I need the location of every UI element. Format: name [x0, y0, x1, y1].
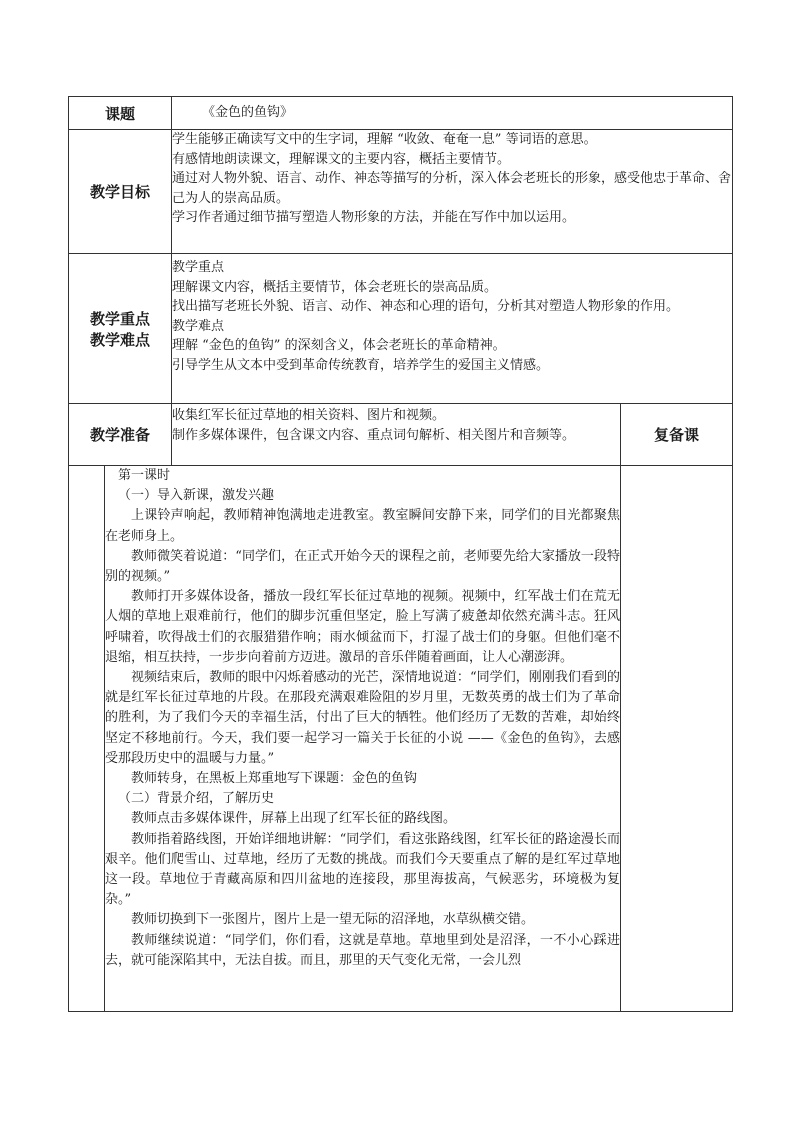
lesson-content: [105, 466, 621, 1012]
title-value: 《金色的鱼钩》: [172, 97, 733, 130]
key-label-2: 教学难点: [90, 330, 151, 349]
key-point-item: 教学重点: [172, 260, 225, 275]
prep-row: [69, 404, 733, 466]
lesson-paragraph: 教师切换到下一张图片，图片上是一望无际的沼泽地，水草纵横交错。: [131, 912, 535, 928]
key-point-item: 理解课文内容，概括主要情节，体会老班长的崇高品质。: [172, 279, 498, 295]
lesson-paragraph: 教师继续说道：“同学们，你们看，这就是草地。草地里到处是沼泽，一不小心踩进去，就可能深陷其中，无法自拔。而且，那里的天气变化无常，一会儿烈: [105, 932, 621, 968]
lesson-paragraph: 教师转身，在黑板上郑重地写下课题：金色的鱼钩: [131, 771, 418, 787]
prep-label: 教学准备: [69, 404, 172, 466]
key-label-1: 教学重点: [90, 309, 151, 328]
prep-item: 收集红军长征过草地的相关资料、图片和视频。: [172, 408, 446, 423]
lesson-paragraph: 教师微笑着说道：“同学们，在正式开始今天的课程之前，老师要先给大家播放一段特别的视频。”: [105, 548, 621, 585]
key-point-item: 教学难点: [172, 318, 225, 334]
review-notes-cell: [621, 466, 733, 1012]
lesson-plan-table: [68, 96, 733, 1012]
lesson-heading: （二）背景介绍，了解历史: [118, 791, 275, 807]
lesson-margin-cell: [69, 466, 105, 1012]
key-point-item: 引导学生从文本中受到革命传统教育，培养学生的爱国主义情感。: [172, 357, 550, 373]
goal-item: 学生能够正确读写文中的生字词，理解 “收敛、奄奄一息” 等词语的意思。: [172, 132, 597, 147]
title-row: [69, 97, 733, 130]
lesson-heading: （一）导入新课，激发兴趣: [118, 488, 275, 504]
title-label: 课题: [69, 97, 172, 130]
goal-item: 有感情地朗读课文，理解课文的主要内容，概括主要情节。: [172, 151, 511, 167]
goals-content: [172, 130, 733, 254]
lesson-paragraph: 上课铃声响起，教师精神饱满地走进教室。教室瞬间安静下来，同学们的目光都聚焦在老师身上。: [105, 508, 621, 544]
goals-label: 教学目标: [69, 130, 172, 254]
key-point-item: 找出描写老班长外貌、语言、动作、神态和心理的语句，分析其对塑造人物形象的作用。: [172, 299, 680, 314]
key-points-row: [69, 254, 733, 404]
prep-content: [172, 404, 621, 466]
lesson-paragraph: 教师指着路线图，开始详细地讲解：“同学们，看这张路线图，红军长征的路途漫长而艰辛。他们爬雪山、过草地，经历了无数的挑战。而我们今天要重点了解的是红军过草地这一段。草地位于青藏高原和四川盆地的连接段，那里海拔高，气候恶劣，环境极为复杂。”: [105, 831, 621, 908]
prep-item: 制作多媒体课件，包含课文内容、重点词句解析、相关图片和音频等。: [172, 427, 576, 443]
goal-item: 学习作者通过细节描写塑造人物形象的方法，并能在写作中加以运用。: [172, 210, 576, 225]
review-label: 复备课: [621, 404, 733, 466]
lesson-paragraph: 视频结束后，教师的眼中闪烁着感动的光芒，深情地说道：“同学们，刚刚我们看到的就是红军长征过草地的片段。在那段充满艰难险阻的岁月里，无数英勇的战士们为了革命的胜利，为了我们今天的幸福生活，付出了巨大的牺牲。他们经历了无数的苦难，却始终坚定不移地前行。今天，我们要一起学习一篇关于长征的小说 ——《金色的鱼钩》，去感受那段历史中的温暖与力量。”: [105, 670, 621, 766]
goal-item: 通过对人物外貌、语言、动作、神态等描写的分析，深入体会老班长的形象，感受他忠于革命、舍己为人的崇高品质。: [172, 171, 732, 206]
key-point-item: 理解 “金色的鱼钩” 的深刻含义，体会老班长的革命精神。: [172, 338, 506, 353]
lesson-paragraph: 教师打开多媒体设备，播放一段红军长征过草地的视频。视频中，红军战士们在荒无人烟的草地上艰难前行，他们的脚步沉重但坚定，脸上写满了疲惫却依然充满斗志。狂风呼啸着，吹得战士们的衣服猎猎作响；雨水倾盆而下，打湿了战士们的身躯。但他们毫不退缩，相互扶持，一步步向着前方迈进。激昂的音乐伴随着画面，让人心潮澎湃。: [105, 589, 621, 665]
lesson-row: [69, 466, 733, 1012]
key-points-label: [69, 254, 172, 404]
lesson-paragraph: 教师点击多媒体课件，屏幕上出现了红军长征的路线图。: [131, 811, 457, 827]
goals-row: [69, 130, 733, 254]
key-points-content: [172, 254, 733, 404]
lesson-heading: 第一课时: [118, 468, 171, 483]
